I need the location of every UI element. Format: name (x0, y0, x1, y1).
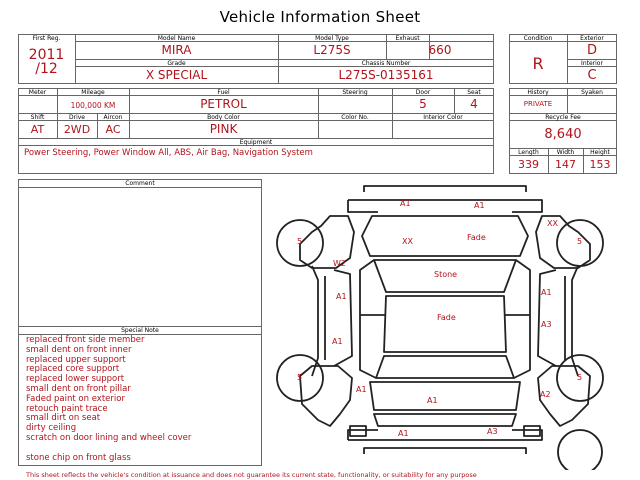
model-type-label: Model Type (315, 35, 349, 42)
note-line: replaced front side member (26, 335, 145, 345)
mark-hood-left: XX (402, 237, 413, 246)
interior-color-label: Interior Color (423, 114, 463, 121)
mark-front-bumper-left: A1 (400, 199, 411, 208)
mark-left-quarter: A1 (356, 385, 367, 394)
note-line: scratch on door lining and wheel cover (26, 432, 192, 443)
first-reg-year: 2011 (28, 47, 65, 63)
mark-rear-gate: A1 (427, 396, 438, 405)
equipment-value: Power Steering, Power Window All, ABS, Air Bag, Navigation System (24, 148, 313, 158)
front-bumper-shape (364, 186, 526, 192)
note-line: small dent on front pillar (26, 383, 131, 394)
mark-left-fender: W2 (333, 259, 346, 268)
first-reg-month: /12 (35, 61, 58, 77)
rear-gate-outline (370, 382, 520, 410)
color-no-label: Color No. (341, 114, 369, 121)
grade-value: X SPECIAL (145, 68, 208, 82)
length-label: Length (518, 149, 539, 156)
width-value: 147 (555, 158, 576, 171)
note-line: replaced core support (26, 364, 120, 375)
model-name-label: Model Name (157, 35, 196, 42)
mark-windshield: Stone (434, 270, 458, 279)
mark-right-rear-door: A3 (541, 320, 552, 329)
condition-label: Condition (523, 35, 553, 42)
condition-value: R (532, 54, 544, 73)
height-value: 153 (589, 158, 611, 171)
shift-value: AT (30, 123, 45, 136)
note-line: Faded paint on exterior (26, 393, 125, 404)
note-line: retouch paint trace (26, 403, 108, 414)
mileage-label: Mileage (81, 89, 105, 96)
mark-roof: Fade (437, 313, 456, 322)
body-color-label: Body Color (207, 114, 240, 121)
meter-label: Meter (28, 89, 47, 96)
first-reg-label: First Reg. (32, 35, 61, 42)
disclaimer-footer: This sheet reflects the vehicle's condition at issuance and does not guarantee its current state, functionality, or suitability for any purpose (26, 471, 477, 479)
history-value: PRIVATE (523, 100, 553, 108)
exterior-label: Exterior (580, 35, 604, 42)
note-line: dirty ceiling (26, 423, 77, 434)
left-rear-outline (300, 366, 352, 426)
note-line: stone chip on front glass (26, 452, 131, 463)
aircon-value: AC (105, 123, 121, 136)
note-line: small dirt on seat (26, 413, 101, 424)
shift-label: Shift (30, 114, 45, 121)
interior-value: C (587, 68, 597, 83)
interior-label: Interior (581, 60, 603, 67)
mark-front-corner-right: XX (547, 219, 558, 228)
mark-tire-rr: 5 (577, 373, 583, 382)
fuel-value: PETROL (200, 97, 247, 111)
mark-tire-fr: 5 (577, 237, 583, 246)
length-value: 339 (518, 158, 539, 171)
spare-tire-shape (558, 430, 602, 470)
chassis-value: L275S-0135161 (338, 68, 434, 82)
drive-value: 2WD (63, 123, 91, 136)
mark-right-front-door: A1 (541, 288, 552, 297)
note-line: replaced lower support (26, 374, 125, 385)
comment-label: Comment (125, 180, 155, 187)
note-line: small dent on front inner (26, 344, 132, 355)
mark-left-front-door: A1 (336, 292, 347, 301)
mark-hood-right: Fade (467, 233, 486, 242)
car-diagram (266, 180, 638, 470)
fuel-label: Fuel (217, 89, 230, 96)
roof-outline (384, 296, 506, 352)
history-label: History (527, 89, 549, 96)
door-label: Door (415, 89, 431, 96)
model-name-value: MIRA (161, 43, 192, 57)
drive-label: Drive (69, 114, 85, 121)
exhaust-value: 660 (428, 43, 452, 57)
mark-rear-bumper-left: A1 (398, 429, 409, 438)
chassis-label: Chassis Number (361, 60, 411, 67)
rear-window-outline (376, 356, 514, 378)
seat-value: 4 (470, 97, 478, 111)
steering-label: Steering (342, 89, 368, 96)
door-value: 5 (419, 97, 427, 111)
note-line: replaced upper support (26, 354, 126, 365)
page-title: Vehicle Information Sheet (219, 8, 421, 26)
hood-outline (362, 216, 528, 256)
width-label: Width (556, 149, 575, 156)
mark-rear-bumper-right: A3 (487, 427, 498, 436)
mark-right-quarter: A2 (540, 390, 551, 399)
model-type-value: L275S (313, 43, 351, 57)
aircon-label: Aircon (103, 114, 123, 121)
recycle-fee-value: 8,640 (544, 127, 582, 142)
mark-front-bumper-right: A1 (474, 201, 485, 210)
exterior-value: D (586, 43, 597, 58)
seat-label: Seat (467, 89, 481, 96)
grade-label: Grade (167, 60, 186, 67)
mark-left-rear-door: A1 (332, 337, 343, 346)
special-note-list (26, 336, 191, 463)
recycle-fee-label: Recycle Fee (545, 114, 581, 121)
mark-tire-rl: 5 (297, 373, 303, 382)
mileage-value: 100,000 KM (70, 101, 116, 110)
mark-tire-fl: 5 (297, 237, 303, 246)
special-note-label: Special Note (121, 327, 159, 334)
height-label: Height (590, 149, 610, 156)
rear-bumper-shape (364, 448, 526, 454)
exhaust-label: Exhaust (395, 35, 420, 42)
syaken-label: Syaken (581, 89, 603, 96)
equipment-label: Equipment (239, 139, 273, 146)
body-color-value: PINK (209, 122, 238, 136)
